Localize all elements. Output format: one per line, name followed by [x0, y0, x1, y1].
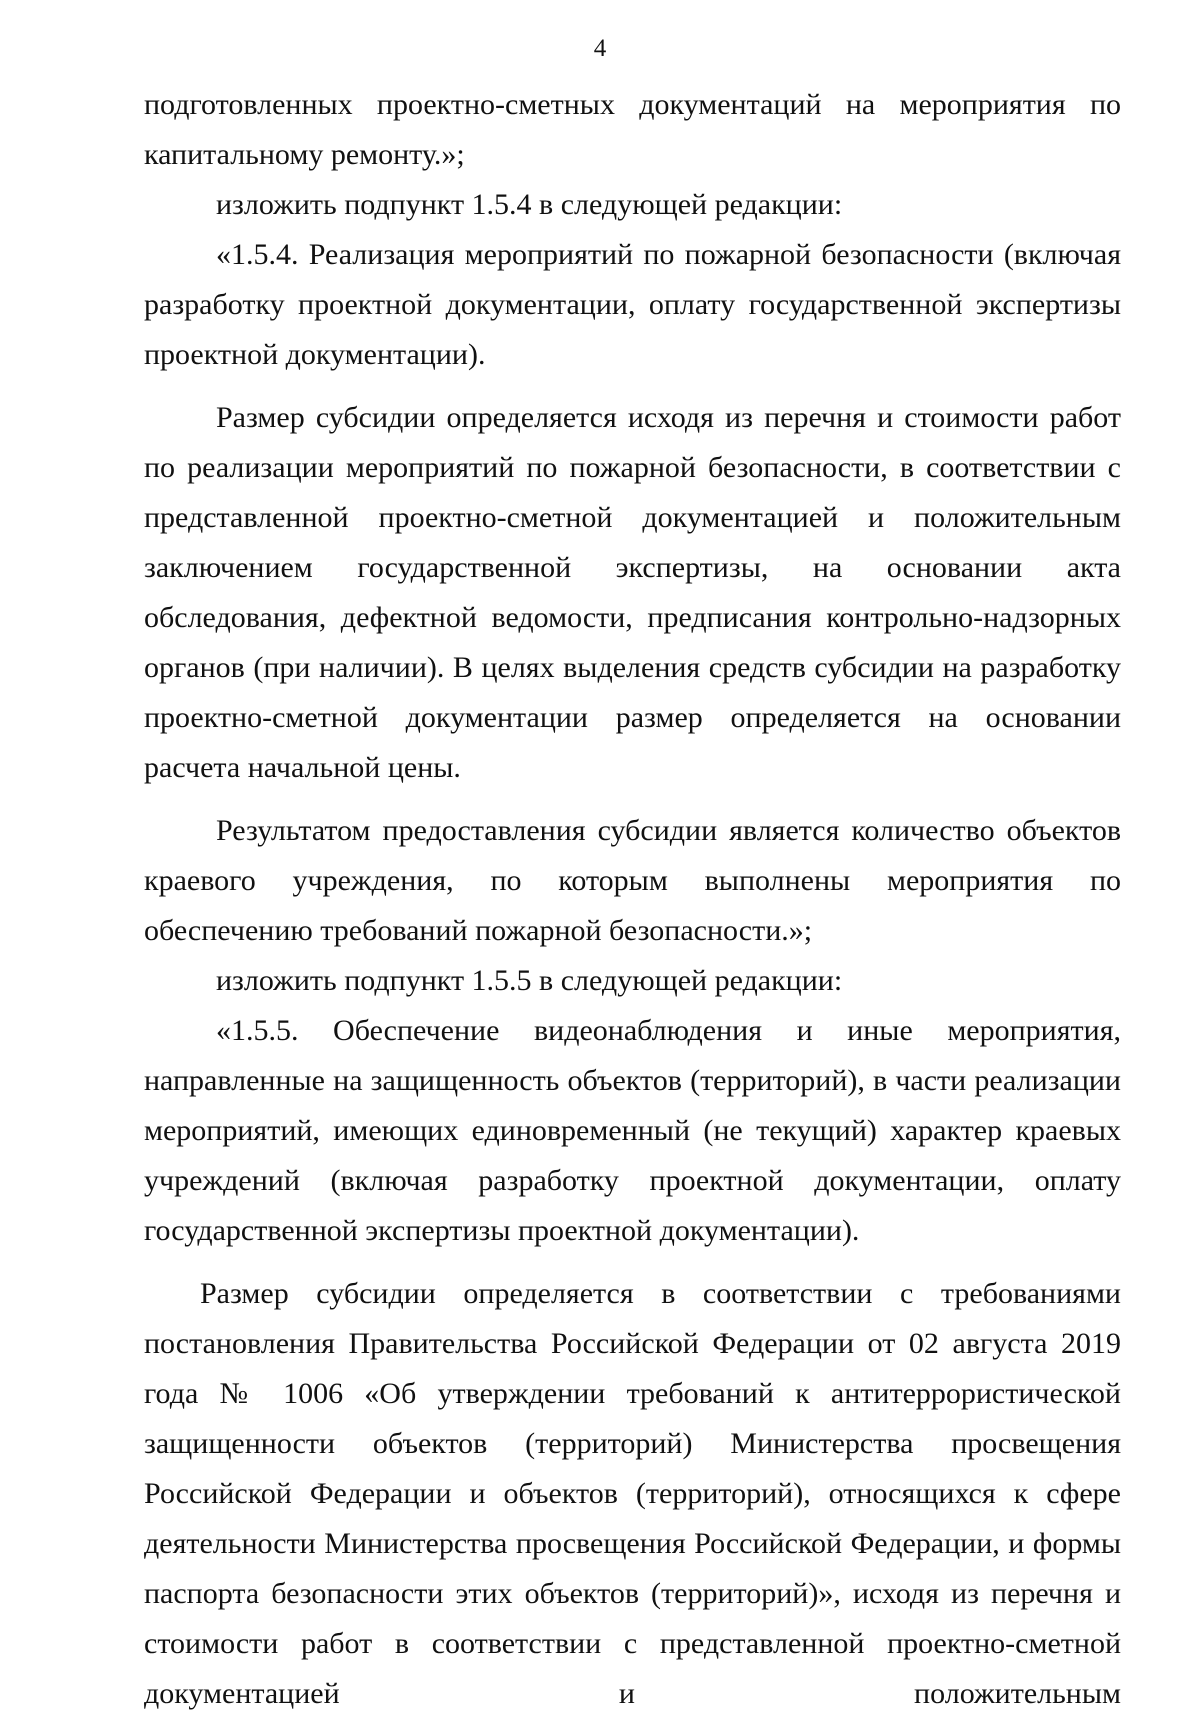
paragraph-subsidy-size-security: Размер субсидии определяется в соответствии с требованиями постановления Правительства Российской Федерации от 02 августа 2019 года № 1006 «Об утверждении требований к антитеррористической защищенности объектов (территорий) Министерства просвещения Российской Федерации и объектов (территорий), относящихся к сфере деятельности Министерства просвещения Российской Федерации, и формы паспорта безопасности этих объектов (территорий)», исходя из перечня и стоимости работ в соответствии с представленной проектно-сметной документацией и положительным: [144, 1277, 1121, 1710]
paragraph-1-5-5-heading: «1.5.5. Обеспечение видеонаблюдения и иные мероприятия, направленные на защищенность объектов (территорий), в части реализации мероприятий, имеющих единовременный (не текущий) характер краевых учреждений (включая разработку проектной документации, оплату государственной экспертизы проектной документации).: [144, 1014, 1121, 1247]
paragraph-subsidy-result: Результатом предоставления субсидии является количество объектов краевого учреждения, по которым выполнены мероприятия по обеспечению требований пожарной безопасности.»;: [144, 814, 1121, 947]
document-body: [144, 80, 1121, 1719]
page-number: 4: [593, 35, 607, 62]
paragraph-amend-1-5-4-instruction: изложить подпункт 1.5.4 в следующей редакции:: [216, 188, 843, 221]
paragraph-amend-1-5-5-instruction: изложить подпункт 1.5.5 в следующей редакции:: [216, 964, 843, 997]
paragraph-1-5-4-heading: «1.5.4. Реализация мероприятий по пожарной безопасности (включая разработку проектной документации, оплату государственной экспертизы проектной документации).: [144, 238, 1121, 371]
paragraph-continuation: подготовленных проектно-сметных документаций на мероприятия по капитальному ремонту.»;: [144, 88, 1121, 171]
paragraph-subsidy-size-fire-safety: Размер субсидии определяется исходя из перечня и стоимости работ по реализации мероприятий по пожарной безопасности, в соответствии с представленной проектно-сметной документацией и положительным заключением государственной экспертизы, на основании акта обследования, дефектной ведомости, предписания контрольно-надзорных органов (при наличии). В целях выделения средств субсидии на разработку проектно-сметной документации размер определяется на основании расчета начальной цены.: [144, 401, 1121, 784]
